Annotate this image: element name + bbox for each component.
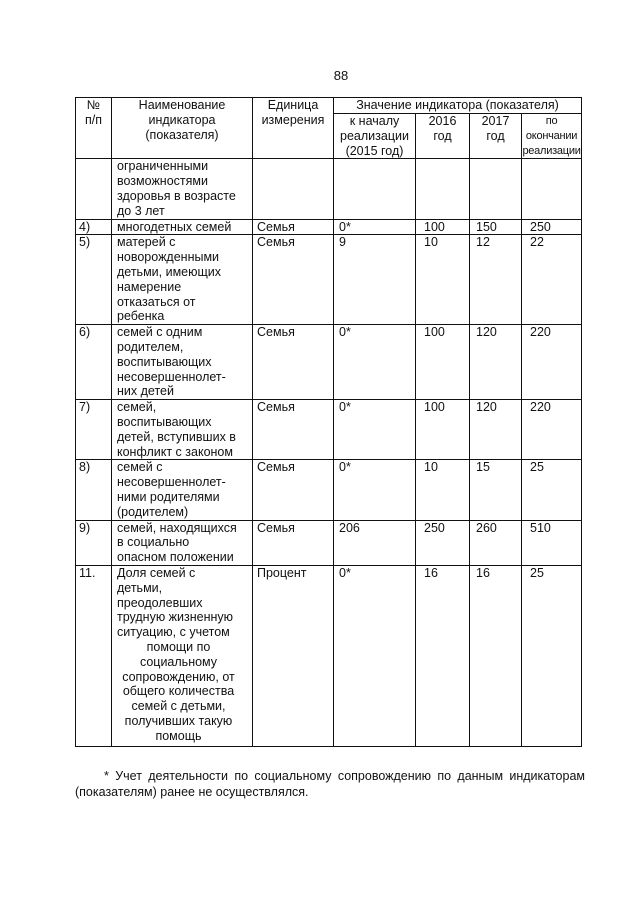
cell-unit: Семья <box>253 400 334 460</box>
text-line: воспитывающих <box>117 354 212 369</box>
text-line: новорожденными <box>117 250 220 265</box>
cell-unit: Семья <box>253 460 334 520</box>
text-line: Доля семей с <box>117 565 196 580</box>
cell-end-value <box>522 159 582 219</box>
cell-2016-value: 10 <box>416 235 470 325</box>
cell-num: 6) <box>76 325 112 400</box>
cell-2017-value: 12 <box>470 235 522 325</box>
cell-num <box>76 159 112 219</box>
cell-num: 9) <box>76 520 112 565</box>
cell-2017-value: 120 <box>470 400 522 460</box>
cell-start-value: 0* <box>334 219 416 235</box>
footnote: * Учет деятельности по социальному сопровождению по данным индикаторам (показателям) ранее не осуществлялся. <box>75 768 585 799</box>
table-row <box>76 159 582 219</box>
cell-start-value: 0* <box>334 400 416 460</box>
cell-name <box>112 219 253 235</box>
header-row <box>76 98 582 114</box>
text-line: сопровождению, от <box>122 669 235 684</box>
text-line: матерей с <box>117 235 176 250</box>
cell-name <box>112 159 253 219</box>
cell-start-value: 0* <box>334 325 416 400</box>
text-line: социальному <box>139 654 218 669</box>
cell-2016-value: 10 <box>416 460 470 520</box>
indicator-table <box>75 97 582 747</box>
cell-2017-value: 120 <box>470 325 522 400</box>
cell-name <box>112 520 253 565</box>
text-line: детьми, <box>117 580 163 595</box>
cell-2016-value <box>416 159 470 219</box>
cell-end-value: 220 <box>522 400 582 460</box>
cell-end-value: 220 <box>522 325 582 400</box>
text-line: трудную жизненную <box>117 610 234 625</box>
cell-unit: Семья <box>253 219 334 235</box>
cell-2017-value: 15 <box>470 460 522 520</box>
text-line: семей с детьми, <box>131 699 226 714</box>
cell-start-value: 0* <box>334 565 416 746</box>
text-line: детей, вступивших в <box>117 429 236 444</box>
text-line: них детей <box>117 384 174 399</box>
text-line: общего количества <box>122 684 235 699</box>
cell-name <box>112 400 253 460</box>
text-line: отказаться от <box>117 294 196 309</box>
cell-2017-value <box>470 159 522 219</box>
table-row <box>76 325 582 400</box>
cell-start-value: 9 <box>334 235 416 325</box>
table-row <box>76 460 582 520</box>
text-line: помощи по <box>146 639 211 654</box>
text-line: до 3 лет <box>117 203 165 218</box>
text-line: семей, <box>117 400 157 415</box>
cell-2016-value: 16 <box>416 565 470 746</box>
text-line: многодетных семей <box>117 219 232 234</box>
table-row <box>76 520 582 565</box>
text-line: семей, находящихся <box>117 520 237 535</box>
text-line: помощь <box>155 728 202 743</box>
cell-start-value: 206 <box>334 520 416 565</box>
cell-start-value: 0* <box>334 460 416 520</box>
cell-2016-value: 100 <box>416 400 470 460</box>
header-num: № п/п <box>76 98 112 159</box>
cell-unit: Процент <box>253 565 334 746</box>
text-line: семей с <box>117 460 163 475</box>
cell-name <box>112 325 253 400</box>
cell-2017-value: 260 <box>470 520 522 565</box>
cell-unit: Семья <box>253 325 334 400</box>
text-line: конфликт с законом <box>117 444 233 459</box>
cell-name <box>112 565 253 746</box>
text-line: намерение <box>117 279 182 294</box>
page-number: 88 <box>333 68 349 83</box>
header-start-value: к началу реализации (2015 год) <box>334 114 416 159</box>
text-line: преодолевших <box>117 595 203 610</box>
text-line: воспитывающих <box>117 414 212 429</box>
text-line: (родителем) <box>117 504 189 519</box>
cell-unit <box>253 159 334 219</box>
cell-2017-value: 150 <box>470 219 522 235</box>
cell-end-value: 25 <box>522 460 582 520</box>
cell-end-value: 25 <box>522 565 582 746</box>
table-row <box>76 219 582 235</box>
text-line: ними родителями <box>117 489 220 504</box>
header-2016: 2016 год <box>416 114 470 159</box>
table-row <box>76 400 582 460</box>
text-line: получивших такую <box>124 713 233 728</box>
cell-end-value: 22 <box>522 235 582 325</box>
text-line: несовершеннолет- <box>117 369 226 384</box>
text-line: ребенка <box>117 309 165 324</box>
cell-unit: Семья <box>253 235 334 325</box>
header-name: Наименование индикатора (показателя) <box>112 98 253 159</box>
header-value-group: Значение индикатора (показателя) <box>334 98 582 114</box>
cell-unit: Семья <box>253 520 334 565</box>
cell-num: 4) <box>76 219 112 235</box>
cell-end-value: 510 <box>522 520 582 565</box>
text-line: детьми, имеющих <box>117 264 222 279</box>
text-line: семей с одним <box>117 325 203 340</box>
cell-2016-value: 100 <box>416 325 470 400</box>
header-end-value: по окончании реализации <box>522 114 582 159</box>
header-unit: Единица измерения <box>253 98 334 159</box>
text-line: в социально <box>117 535 190 550</box>
text-line: несовершеннолет- <box>117 475 226 490</box>
cell-start-value <box>334 159 416 219</box>
table-row <box>76 235 582 325</box>
cell-2017-value: 16 <box>470 565 522 746</box>
text-line: ограниченными <box>117 159 209 174</box>
cell-num: 11. <box>76 565 112 746</box>
text-line: ситуацию, с учетом <box>117 625 230 640</box>
cell-num: 8) <box>76 460 112 520</box>
cell-num: 7) <box>76 400 112 460</box>
cell-name <box>112 460 253 520</box>
text-line: опасном положении <box>117 550 234 565</box>
cell-end-value: 250 <box>522 219 582 235</box>
header-2017: 2017 год <box>470 114 522 159</box>
table-row <box>76 565 582 746</box>
cell-name <box>112 235 253 325</box>
cell-2016-value: 250 <box>416 520 470 565</box>
text-line: родителем, <box>117 339 184 354</box>
text-line: здоровья в возрасте <box>117 188 236 203</box>
cell-num: 5) <box>76 235 112 325</box>
cell-2016-value: 100 <box>416 219 470 235</box>
text-line: возможностями <box>117 174 208 189</box>
